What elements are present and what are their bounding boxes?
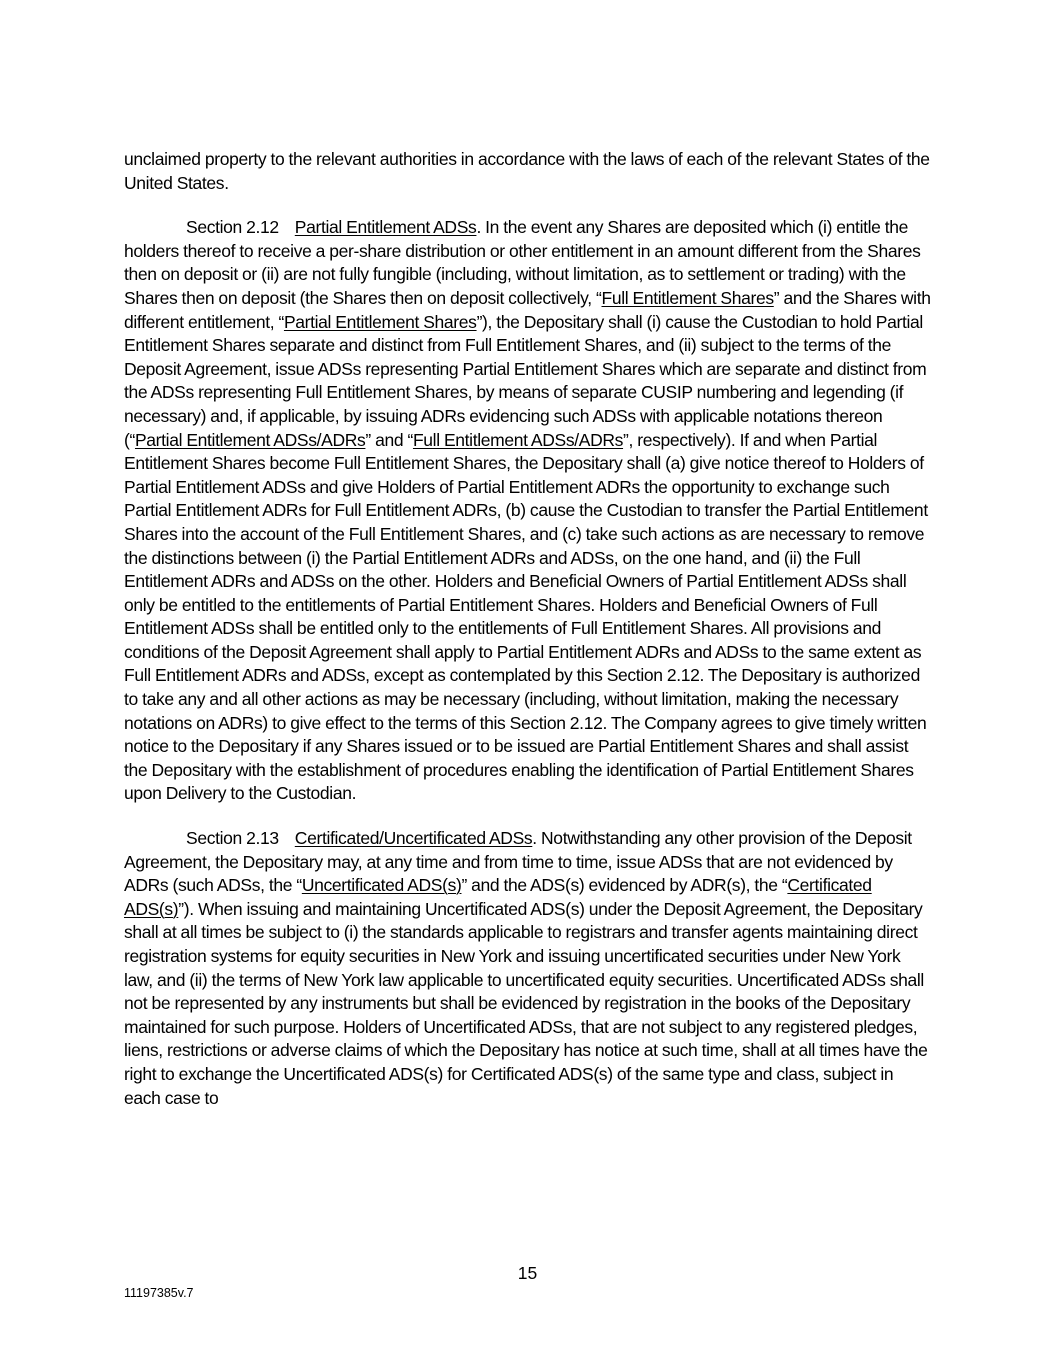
section-2-13-text: ” and the ADS(s) evidenced by ADR(s), the “ (461, 875, 788, 896)
section-2-12-text: . In the event any Shares are deposited which (i) entitle the holders thereof to receive a per-share distribution or other entitlement in an amount different from the Shares then on deposit or (ii) are not fully fungible (including, without limitation, as to settlement or trading) with the Shares then on deposit (the Shares then on deposit collectively, “ (124, 217, 921, 308)
paragraph-gap (124, 806, 932, 827)
section-2-12-text: ”), the Depositary shall (i) cause the Custodian to hold Partial Entitlement Shares separate and distinct from Full Entitlement Shares, and (ii) subject to the terms of the Deposit Agreement, issue ADSs representing Partial Entitlement Shares which are separate and distinct from the ADSs representing Full Entitlement Shares, by means of separate CUSIP numbering and legending (if necessary) and, if applicable, by issuing ADRs evidencing such ADSs with applicable notations thereon (“ (124, 311, 927, 450)
section-2-12-paragraph (124, 216, 932, 806)
defined-term: Partial Entitlement ADSs/ADRs (134, 429, 366, 450)
defined-term: Certificated ADS(s) (124, 875, 872, 919)
section-2-13-paragraph (124, 827, 932, 1110)
defined-term: Uncertificated ADS(s) (301, 875, 462, 896)
paragraph-gap (124, 195, 932, 216)
opening-paragraph (124, 148, 932, 195)
document-id: 11197385v.7 (124, 1286, 194, 1300)
opening-text: unclaimed property to the relevant authorities in accordance with the laws of each of the relevant States of the United States. (124, 149, 930, 193)
defined-term: Partial Entitlement Shares (283, 311, 477, 332)
section-2-13-number: Section 2.13 (186, 828, 279, 849)
section-2-12-text: ” and “ (365, 429, 413, 450)
document-body (124, 148, 932, 1110)
section-2-12-text: ” and the Shares with different entitlement, “ (124, 287, 931, 332)
section-2-12-text: ”, respectively). If and when Partial Entitlement Shares become Full Entitlement Shares, the Depositary shall (a) give notice thereof to Holders of Partial Entitlement ADSs and give Holders of Partial Entitlement ADRs the opportunity to exchange such Partial Entitlement ADRs for Full Entitlement ADRs, (b) cause the Custodian to transfer the Partial Entitlement Shares into the account of the Full Entitlement Shares, and (c) take such actions as are necessary to remove the distinctions between (i) the Partial Entitlement ADRs and ADSs, on the one hand, and (ii) the Full Entitlement ADRs and ADSs on the other. Holders and Beneficial Owners of Partial Entitlement ADSs shall only be entitled to the entitlements of Partial Entitlement Shares. Holders and Beneficial Owners of Full Entitlement ADSs shall be entitled only to the entitlements of Full Entitlement Shares. All provisions and conditions of the Deposit Agreement shall apply to Partial Entitlement ADRs and ADSs to the same extent as Full Entitlement ADRs and ADSs, except as contemplated by this Section 2.12. The Depositary is authorized to take any and all other actions as may be necessary (including, without limitation, making the necessary notations on ADRs) to give effect to the terms of this Section 2.12. The Company agrees to give timely written notice to the Depositary if any Shares issued or to be issued are Partial Entitlement Shares and shall assist the Depositary with the establishment of procedures enabling the identification of Partial Entitlement Shares upon Delivery to the Custodian. (124, 429, 928, 804)
page-number: 15 (517, 1263, 538, 1283)
section-2-13-text: . Notwithstanding any other provision of the Deposit Agreement, the Depositary may, at any time and from time to time, issue ADSs that are not evidenced by ADRs (such ADSs, the “ (124, 828, 912, 896)
defined-term: Full Entitlement ADSs/ADRs (412, 429, 624, 450)
section-2-12-number: Section 2.12 (186, 217, 279, 238)
defined-term: Full Entitlement Shares (601, 287, 774, 308)
section-2-13-heading: Certificated/Uncertificated ADSs (294, 828, 533, 849)
section-2-12-heading: Partial Entitlement ADSs (294, 217, 477, 238)
section-2-13-text: ”). When issuing and maintaining Uncertificated ADS(s) under the Deposit Agreement, the Depositary shall at all times be subject to (i) the standards applicable to registrars and transfer agents maintaining direct registration systems for equity securities in New York and issuing uncertificated securities under New York law, and (ii) the terms of New York law applicable to uncertificated equity securities. Uncertificated ADSs shall not be represented by any instruments but shall be evidenced by registration in the books of the Depositary maintained for such purpose. Holders of Uncertificated ADSs, that are not subject to any registered pledges, liens, restrictions or adverse claims of which the Depositary has notice at such time, shall at all times have the right to exchange the Uncertificated ADS(s) for Certificated ADS(s) of the same type and class, subject in each case to (124, 898, 928, 1108)
